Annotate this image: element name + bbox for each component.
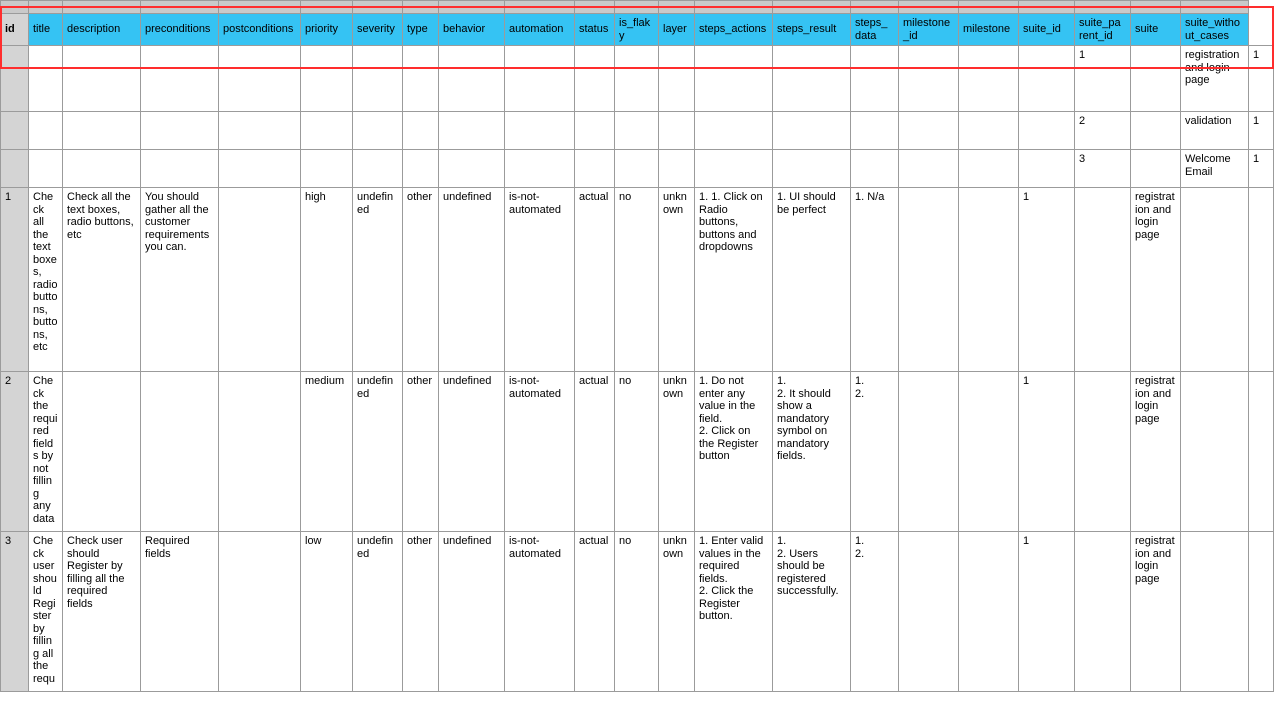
column-header-id[interactable]: id — [1, 14, 29, 46]
cell-behavior[interactable]: undefined — [439, 532, 505, 692]
cell-is_flaky[interactable] — [615, 112, 659, 150]
cell-suite[interactable]: registration and login page — [1131, 372, 1181, 532]
column-header-is_flaky[interactable]: is_flaky — [615, 14, 659, 46]
column-header-suite_id[interactable]: suite_id — [1019, 14, 1075, 46]
cell-type[interactable]: other — [403, 188, 439, 372]
cell-suite_parent_id[interactable] — [1075, 372, 1131, 532]
cell-description[interactable] — [63, 372, 141, 532]
cell-suite_without_cases[interactable] — [1181, 188, 1249, 372]
column-header-milestone[interactable]: milestone — [959, 14, 1019, 46]
column-band-cell[interactable] — [1181, 1, 1249, 14]
cell-suite_without_cases[interactable]: registration and login page — [1181, 46, 1249, 112]
cell-steps_data[interactable] — [851, 150, 899, 188]
cell-status[interactable] — [575, 46, 615, 112]
cell-steps_actions[interactable]: 1. 1. Click on Radio buttons, buttons and dropdowns — [695, 188, 773, 372]
column-header-postconditions[interactable]: postconditions — [219, 14, 301, 46]
column-header-priority[interactable]: priority — [301, 14, 353, 46]
column-band-cell[interactable] — [1019, 1, 1075, 14]
cell-c21[interactable] — [1249, 188, 1274, 372]
column-header-milestone_id[interactable]: milestone _id — [899, 14, 959, 46]
cell-preconditions[interactable]: Required fields — [141, 532, 219, 692]
cell-c21[interactable]: 1 — [1249, 150, 1274, 188]
cell-type[interactable] — [403, 150, 439, 188]
cell-steps_result[interactable]: 1. 2. It should show a mandatory symbol on mandatory fields. — [773, 372, 851, 532]
row-number-cell[interactable]: 3 — [1, 532, 29, 692]
cell-postconditions[interactable] — [219, 532, 301, 692]
column-header-status[interactable]: status — [575, 14, 615, 46]
cell-behavior[interactable] — [439, 46, 505, 112]
cell-suite_id[interactable] — [1019, 46, 1075, 112]
cell-suite_id[interactable]: 1 — [1019, 188, 1075, 372]
cell-is_flaky[interactable]: no — [615, 532, 659, 692]
cell-is_flaky[interactable]: no — [615, 188, 659, 372]
cell-automation[interactable]: is-not-automated — [505, 188, 575, 372]
cell-milestone_id[interactable] — [899, 46, 959, 112]
header-row — [1, 14, 1274, 46]
cell-status[interactable]: actual — [575, 532, 615, 692]
cell-postconditions[interactable] — [219, 46, 301, 112]
column-header-title[interactable]: title — [29, 14, 63, 46]
cell-priority[interactable] — [301, 150, 353, 188]
cell-automation[interactable]: is-not-automated — [505, 532, 575, 692]
cell-steps_data[interactable] — [851, 112, 899, 150]
cell-preconditions[interactable] — [141, 372, 219, 532]
cell-steps_data[interactable] — [851, 46, 899, 112]
cell-behavior[interactable]: undefined — [439, 188, 505, 372]
column-band-cell[interactable] — [29, 1, 63, 14]
cell-status[interactable] — [575, 112, 615, 150]
cell-layer[interactable] — [659, 46, 695, 112]
cell-milestone_id[interactable] — [899, 188, 959, 372]
cell-status[interactable] — [575, 150, 615, 188]
cell-suite_parent_id[interactable] — [1075, 188, 1131, 372]
cell-steps_result[interactable] — [773, 112, 851, 150]
cell-title[interactable] — [29, 112, 63, 150]
cell-c21[interactable]: 1 — [1249, 46, 1274, 112]
cell-title[interactable]: Check all the text boxes, radio buttons, buttons, etc — [29, 188, 63, 372]
cell-priority[interactable]: high — [301, 188, 353, 372]
cell-steps_actions[interactable] — [695, 150, 773, 188]
cell-postconditions[interactable] — [219, 150, 301, 188]
cell-steps_data[interactable]: 1. N/a — [851, 188, 899, 372]
column-band-cell[interactable] — [63, 1, 141, 14]
cell-steps_data[interactable]: 1. 2. — [851, 372, 899, 532]
cell-c21[interactable] — [1249, 372, 1274, 532]
corner-cell[interactable] — [1, 1, 29, 14]
column-band-cell[interactable] — [403, 1, 439, 14]
cell-suite[interactable]: registration and login page — [1131, 188, 1181, 372]
column-header-type[interactable]: type — [403, 14, 439, 46]
cell-severity[interactable]: undefined — [353, 188, 403, 372]
cell-severity[interactable]: undefined — [353, 532, 403, 692]
cell-suite_id[interactable] — [1019, 112, 1075, 150]
cell-is_flaky[interactable] — [615, 150, 659, 188]
cell-automation[interactable] — [505, 46, 575, 112]
cell-suite_parent_id[interactable]: 1 — [1075, 46, 1131, 112]
column-header-layer[interactable]: layer — [659, 14, 695, 46]
cell-status[interactable]: actual — [575, 188, 615, 372]
column-band-cell[interactable] — [695, 1, 773, 14]
column-header-severity[interactable]: severity — [353, 14, 403, 46]
row-number-cell[interactable] — [1, 46, 29, 112]
cell-automation[interactable] — [505, 150, 575, 188]
cell-milestone[interactable] — [959, 112, 1019, 150]
cell-milestone[interactable] — [959, 372, 1019, 532]
column-band-cell[interactable] — [959, 1, 1019, 14]
cell-preconditions[interactable] — [141, 150, 219, 188]
cell-suite[interactable]: registration and login page — [1131, 532, 1181, 692]
cell-is_flaky[interactable]: no — [615, 372, 659, 532]
cell-description[interactable] — [63, 112, 141, 150]
column-band-cell[interactable] — [659, 1, 695, 14]
cell-priority[interactable]: low — [301, 532, 353, 692]
cell-steps_data[interactable]: 1. 2. — [851, 532, 899, 692]
cell-milestone[interactable] — [959, 46, 1019, 112]
cell-suite_id[interactable]: 1 — [1019, 372, 1075, 532]
cell-postconditions[interactable] — [219, 188, 301, 372]
cell-steps_actions[interactable]: 1. Enter valid values in the required fields. 2. Click the Register button. — [695, 532, 773, 692]
column-band-cell[interactable] — [353, 1, 403, 14]
cell-steps_result[interactable] — [773, 150, 851, 188]
table-row — [1, 112, 1274, 150]
cell-steps_actions[interactable] — [695, 112, 773, 150]
cell-milestone_id[interactable] — [899, 150, 959, 188]
column-band-spacer — [1, 1, 1274, 14]
row-number-cell[interactable]: 2 — [1, 372, 29, 532]
table-row — [1, 188, 1274, 372]
cell-c21[interactable] — [1249, 532, 1274, 692]
cell-suite_id[interactable]: 1 — [1019, 532, 1075, 692]
cell-title[interactable] — [29, 46, 63, 112]
column-header-preconditions[interactable]: preconditions — [141, 14, 219, 46]
column-header-suite_without_cases[interactable]: suite_witho ut_cases — [1181, 14, 1249, 46]
column-header-steps_actions[interactable]: steps_actions — [695, 14, 773, 46]
column-band-cell[interactable] — [575, 1, 615, 14]
column-band-cell[interactable] — [141, 1, 219, 14]
table-row — [1, 372, 1274, 532]
cell-priority[interactable] — [301, 112, 353, 150]
cell-suite_without_cases[interactable]: Welcome Email — [1181, 150, 1249, 188]
cell-is_flaky[interactable] — [615, 46, 659, 112]
column-band-cell[interactable] — [1131, 1, 1181, 14]
column-band-cell[interactable] — [505, 1, 575, 14]
column-header-automation[interactable]: automation — [505, 14, 575, 46]
cell-priority[interactable]: medium — [301, 372, 353, 532]
column-band-cell[interactable] — [773, 1, 851, 14]
cell-layer[interactable]: unknown — [659, 532, 695, 692]
cell-layer[interactable]: unknown — [659, 372, 695, 532]
cell-severity[interactable] — [353, 112, 403, 150]
row-number-cell[interactable] — [1, 112, 29, 150]
cell-title[interactable]: Check the required fields by not filling any data — [29, 372, 63, 532]
cell-milestone[interactable] — [959, 150, 1019, 188]
cell-preconditions[interactable]: You should gather all the customer requirements you can. — [141, 188, 219, 372]
cell-milestone_id[interactable] — [899, 532, 959, 692]
cell-postconditions[interactable] — [219, 112, 301, 150]
column-band-cell[interactable] — [219, 1, 301, 14]
cell-suite[interactable] — [1131, 112, 1181, 150]
cell-severity[interactable]: undefined — [353, 372, 403, 532]
cell-automation[interactable] — [505, 112, 575, 150]
cell-milestone[interactable] — [959, 188, 1019, 372]
cell-layer[interactable] — [659, 150, 695, 188]
column-header-steps_data[interactable]: steps_ data — [851, 14, 899, 46]
cell-type[interactable]: other — [403, 372, 439, 532]
cell-preconditions[interactable] — [141, 112, 219, 150]
cell-milestone_id[interactable] — [899, 112, 959, 150]
cell-description[interactable]: Check all the text boxes, radio buttons, etc — [63, 188, 141, 372]
column-band-cell[interactable] — [301, 1, 353, 14]
cell-suite_without_cases[interactable]: validation — [1181, 112, 1249, 150]
cell-type[interactable] — [403, 46, 439, 112]
cell-severity[interactable] — [353, 46, 403, 112]
cell-suite[interactable] — [1131, 150, 1181, 188]
cell-postconditions[interactable] — [219, 372, 301, 532]
cell-behavior[interactable] — [439, 112, 505, 150]
cell-steps_result[interactable] — [773, 46, 851, 112]
column-band-cell[interactable] — [615, 1, 659, 14]
cell-steps_actions[interactable]: 1. Do not enter any value in the field. 2. Click on the Register button — [695, 372, 773, 532]
column-band-cell[interactable] — [899, 1, 959, 14]
column-header-steps_result[interactable]: steps_result — [773, 14, 851, 46]
column-header-suite[interactable]: suite — [1131, 14, 1181, 46]
cell-suite_parent_id[interactable]: 3 — [1075, 150, 1131, 188]
cell-steps_result[interactable]: 1. 2. Users should be registered successfully. — [773, 532, 851, 692]
cell-steps_actions[interactable] — [695, 46, 773, 112]
row-number-cell[interactable] — [1, 150, 29, 188]
cell-suite_id[interactable] — [1019, 150, 1075, 188]
cell-layer[interactable]: unknown — [659, 188, 695, 372]
cell-suite_parent_id[interactable] — [1075, 532, 1131, 692]
cell-suite_parent_id[interactable]: 2 — [1075, 112, 1131, 150]
cell-c21[interactable]: 1 — [1249, 112, 1274, 150]
cell-behavior[interactable]: undefined — [439, 372, 505, 532]
column-band-cell[interactable] — [1075, 1, 1131, 14]
cell-layer[interactable] — [659, 112, 695, 150]
cell-milestone[interactable] — [959, 532, 1019, 692]
column-header-description[interactable]: description — [63, 14, 141, 46]
cell-milestone_id[interactable] — [899, 372, 959, 532]
cell-severity[interactable] — [353, 150, 403, 188]
cell-automation[interactable]: is-not-automated — [505, 372, 575, 532]
cell-suite[interactable] — [1131, 46, 1181, 112]
cell-status[interactable]: actual — [575, 372, 615, 532]
cell-suite_without_cases[interactable] — [1181, 372, 1249, 532]
cell-description[interactable] — [63, 150, 141, 188]
cell-description[interactable]: Check user should Register by filling all the required fields — [63, 532, 141, 692]
cell-description[interactable] — [63, 46, 141, 112]
column-header-suite_parent_id[interactable]: suite_pa rent_id — [1075, 14, 1131, 46]
table-row — [1, 532, 1274, 692]
cell-type[interactable]: other — [403, 532, 439, 692]
cell-title[interactable] — [29, 150, 63, 188]
cell-preconditions[interactable] — [141, 46, 219, 112]
cell-behavior[interactable] — [439, 150, 505, 188]
table-row — [1, 46, 1274, 112]
cell-priority[interactable] — [301, 46, 353, 112]
column-band-cell[interactable] — [851, 1, 899, 14]
cell-steps_result[interactable]: 1. UI should be perfect — [773, 188, 851, 372]
cell-type[interactable] — [403, 112, 439, 150]
column-band-cell[interactable] — [439, 1, 505, 14]
row-number-cell[interactable]: 1 — [1, 188, 29, 372]
table-row — [1, 150, 1274, 188]
cell-suite_without_cases[interactable] — [1181, 532, 1249, 692]
cell-title[interactable]: Check user should Register by filling all the requ — [29, 532, 63, 692]
column-header-behavior[interactable]: behavior — [439, 14, 505, 46]
